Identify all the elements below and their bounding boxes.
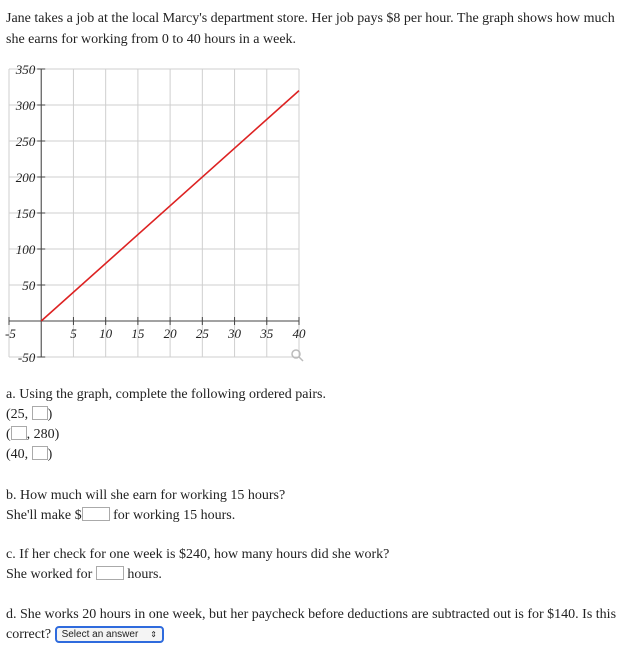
select-caret-icon: ⇕: [150, 630, 157, 639]
x-tick-label: 5: [70, 326, 77, 341]
part-b-answer-suffix: for working 15 hours.: [113, 508, 236, 523]
y-tick-label: 200: [15, 170, 36, 185]
part-a-prompt: a. Using the graph, complete the following ordered pairs.: [6, 387, 326, 402]
earnings-graph: [0, 60, 310, 370]
pair1-answer-input[interactable]: [32, 406, 48, 420]
x-tick-label: 35: [260, 326, 274, 341]
part-c: [6, 545, 389, 585]
part-a: [6, 385, 326, 465]
y-tick-label: 250: [15, 134, 36, 149]
answer-select[interactable]: [55, 626, 164, 643]
ordered-pair-2: [6, 425, 326, 445]
part-d: [6, 605, 620, 645]
y-tick-label: 100: [15, 242, 36, 257]
part-d-prompt: d. She works 20 hours in one week, but her paycheck before deductions are subtracted out is for $140. Is this: [6, 607, 617, 622]
part-d-prompt-end: correct?: [6, 627, 52, 642]
pair1-suffix: ): [47, 407, 53, 422]
x-tick-label: 40: [292, 326, 306, 341]
y-tick-label: 50: [22, 278, 36, 293]
part-b-answer-prefix: She'll make $: [6, 508, 82, 523]
part-d-answer-row: [6, 625, 620, 645]
x-tick-label: 15: [131, 326, 145, 341]
y-tick-label: 150: [15, 206, 36, 221]
pair2-prefix: (: [6, 427, 11, 442]
x-tick-label: 25: [195, 326, 209, 341]
part-b-prompt: b. How much will she earn for working 15 hours?: [6, 488, 286, 503]
pair3-answer-input[interactable]: [32, 446, 48, 460]
pair2-answer-input[interactable]: [11, 426, 27, 440]
pair2-suffix: , 280): [26, 427, 60, 442]
part-c-prompt: c. If her check for one week is $240, how many hours did she work?: [6, 547, 390, 562]
pair1-prefix: (25,: [6, 407, 32, 422]
part-c-answer-prefix: She worked for: [6, 567, 93, 582]
part-b: [6, 486, 285, 526]
x-tick-label: -5: [5, 326, 16, 341]
y-tick-label: 350: [15, 62, 36, 77]
ordered-pair-1: [6, 405, 326, 425]
graph-grid: [9, 69, 299, 357]
y-tick-label: 300: [15, 98, 36, 113]
y-tick-label: -50: [17, 350, 36, 365]
part-c-answer-suffix: hours.: [127, 567, 162, 582]
hours-worked-input[interactable]: [96, 566, 124, 580]
zoom-icon[interactable]: [292, 350, 303, 361]
select-label: Select an answer: [61, 629, 139, 640]
ordered-pair-3: [6, 445, 326, 465]
part-b-answer-row: [6, 506, 285, 526]
part-c-answer-row: [6, 565, 389, 585]
problem-intro: Jane takes a job at the local Marcy's department store. Her job pays $8 per hour. The graph shows how much she earns for working from 0 to 40 hours in a week.: [6, 11, 615, 47]
x-tick-label: 10: [99, 326, 113, 341]
x-tick-label: 20: [163, 326, 177, 341]
x-tick-label: 30: [228, 326, 242, 341]
pair3-prefix: (40,: [6, 447, 32, 462]
pair3-suffix: ): [47, 447, 53, 462]
earnings-15-hours-input[interactable]: [82, 507, 110, 521]
